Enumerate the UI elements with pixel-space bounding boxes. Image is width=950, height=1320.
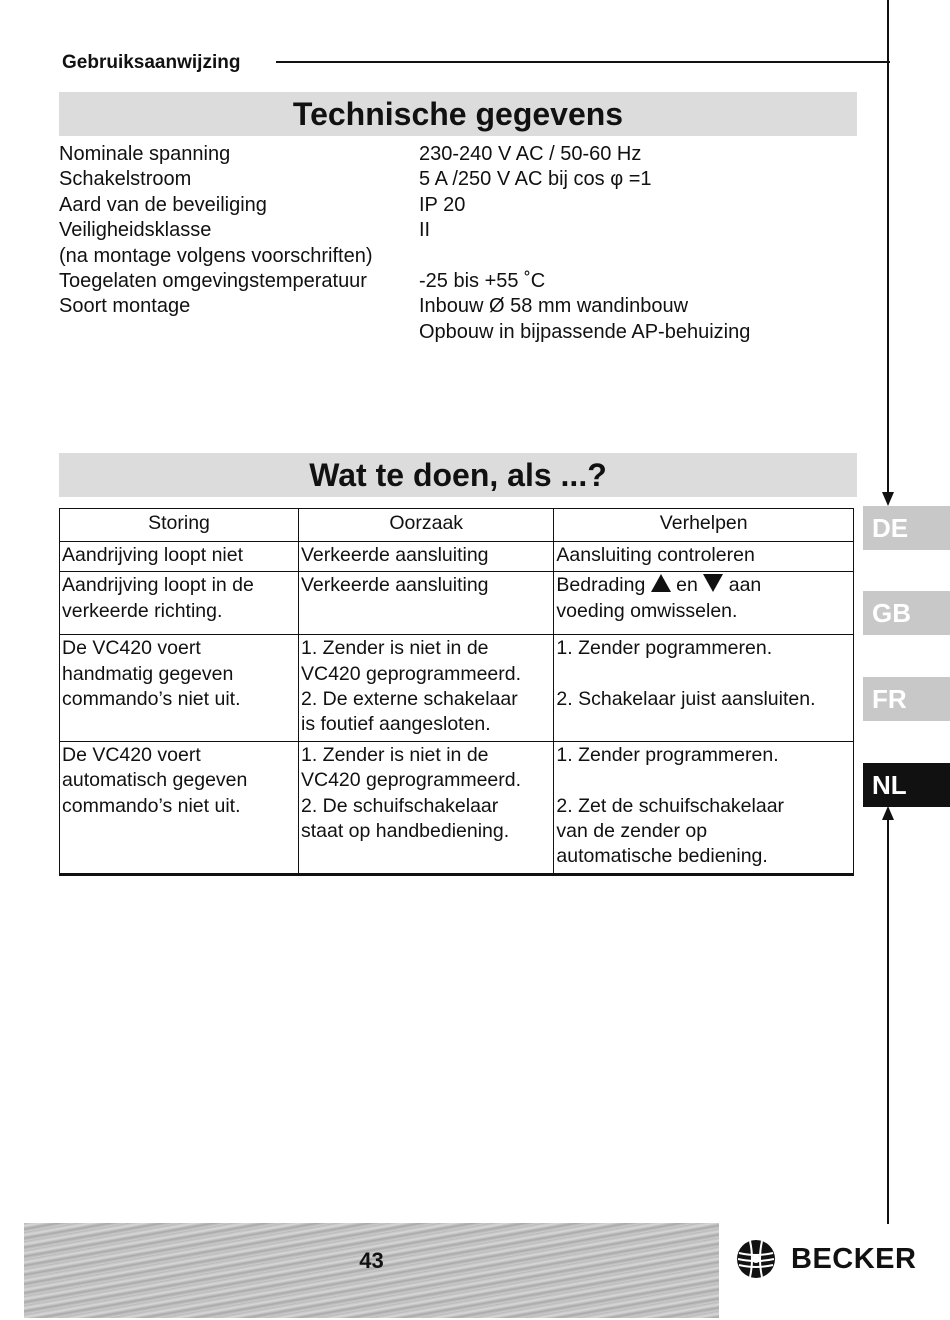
cell-line: 1. Zender pogrammeren. — [556, 637, 773, 660]
spec-row — [59, 294, 750, 319]
cell-line: Aandrijving loopt niet — [62, 544, 244, 566]
spec-row — [59, 269, 750, 294]
cell-line: 2. De schuifschakelaar — [300, 794, 499, 817]
column-header-storing: Storing — [60, 509, 299, 542]
cell-storing — [60, 542, 299, 572]
table-row — [60, 635, 854, 742]
spec-label: Toegelaten omgevingstemperatuur — [59, 269, 367, 292]
table-row — [60, 542, 854, 572]
spec-row — [59, 244, 750, 269]
spec-label: (na montage volgens voorschriften) — [59, 244, 373, 267]
spec-value: -25 bis +55 ˚C — [419, 269, 546, 292]
becker-logo-icon — [735, 1238, 777, 1280]
cell-line: 1. Zender programmeren. — [556, 743, 779, 766]
cell-line — [556, 573, 851, 598]
table-row — [60, 741, 854, 874]
spec-value: Opbouw in bijpassende AP-behuizing — [419, 320, 751, 343]
cell-verhelpen — [554, 741, 854, 874]
cell-line: Verkeerde aansluiting — [300, 544, 489, 566]
cell-line: Verkeerde aansluiting — [300, 574, 489, 597]
spec-row — [59, 218, 750, 243]
brand-name: BECKER — [791, 1242, 917, 1275]
cell-line: handmatig gegeven — [62, 662, 234, 685]
spec-label: Schakelstroom — [59, 168, 192, 191]
spec-value: 230-240 V AC / 50-60 Hz — [419, 143, 642, 165]
cell-text: en — [676, 574, 698, 597]
cell-text: Bedrading — [556, 574, 646, 597]
header-label: Gebruiksaanwijzing — [62, 52, 241, 73]
spec-label: Aard van de beveiliging — [59, 193, 267, 216]
troubleshoot-table — [59, 508, 854, 876]
technical-title: Technische gegevens — [59, 92, 857, 136]
cell-line: is foutief aangesloten. — [300, 713, 491, 736]
cell-storing — [60, 572, 299, 635]
cell-oorzaak — [298, 542, 553, 572]
cell-verhelpen — [554, 572, 854, 635]
arrow-down-icon — [882, 492, 894, 506]
spec-value: Inbouw Ø 58 mm wandinbouw — [419, 295, 689, 318]
column-header-verhelpen: Verhelpen — [554, 509, 854, 542]
cell-line: De VC420 voert — [62, 637, 201, 660]
spec-value: II — [419, 219, 431, 242]
cell-oorzaak — [298, 635, 553, 742]
spec-label: Nominale spanning — [59, 143, 231, 165]
spec-label: Soort montage — [59, 295, 191, 318]
spec-label — [59, 320, 419, 345]
language-tab-nl[interactable]: NL — [863, 763, 950, 807]
cell-line: van de zender op — [556, 820, 708, 843]
language-tab-de[interactable]: DE — [863, 506, 950, 550]
cell-line: De VC420 voert — [62, 743, 201, 766]
cell-oorzaak — [298, 572, 553, 635]
cell-line: 2. De externe schakelaar — [300, 688, 518, 711]
spec-row — [59, 320, 750, 345]
troubleshoot-title: Wat te doen, als ...? — [59, 453, 857, 497]
triangle-up-icon — [651, 574, 671, 592]
technical-spec-list — [59, 142, 750, 345]
side-vertical-line — [887, 0, 889, 495]
spec-value: 5 A /250 V AC bij cos φ =1 — [419, 168, 652, 191]
spec-row — [59, 142, 750, 167]
spec-value: IP 20 — [419, 193, 466, 216]
side-vertical-line-lower — [887, 818, 889, 1224]
cell-line: automatische bediening. — [556, 845, 768, 868]
cell-line: 1. Zender is niet in de — [300, 743, 489, 766]
cell-line: 2. Schakelaar juist aansluiten. — [556, 688, 816, 711]
cell-line: VC420 geprogrammeerd. — [300, 769, 522, 792]
brand-logo — [735, 1238, 916, 1280]
cell-storing — [60, 635, 299, 742]
cell-line: staat op handbediening. — [300, 820, 510, 843]
cell-line: Aansluiting controleren — [556, 544, 755, 566]
cell-line: 2. Zet de schuifschakelaar — [556, 794, 785, 817]
cell-line: commando’s niet uit. — [62, 794, 241, 817]
page-number: 43 — [359, 1248, 384, 1273]
spec-row — [59, 167, 750, 192]
cell-line: commando’s niet uit. — [62, 688, 241, 711]
footer-band — [24, 1223, 719, 1318]
table-row — [60, 572, 854, 635]
cell-line — [556, 768, 851, 793]
spec-label: Veiligheidsklasse — [59, 219, 212, 242]
language-tab-gb[interactable]: GB — [863, 591, 950, 635]
cell-line: 1. Zender is niet in de — [300, 637, 489, 660]
cell-line: voeding omwisselen. — [556, 599, 738, 622]
cell-line: automatisch gegeven — [62, 769, 248, 792]
cell-line — [556, 662, 851, 687]
spec-row — [59, 193, 750, 218]
cell-text: aan — [728, 574, 762, 597]
cell-storing — [60, 741, 299, 874]
cell-line: Aandrijving loopt in de — [62, 574, 254, 597]
cell-oorzaak — [298, 741, 553, 874]
cell-line: VC420 geprogrammeerd. — [300, 662, 522, 685]
cell-line: verkeerde richting. — [62, 599, 223, 622]
language-tab-fr[interactable]: FR — [863, 677, 950, 721]
table-header-row — [60, 509, 854, 542]
cell-verhelpen — [554, 542, 854, 572]
cell-verhelpen — [554, 635, 854, 742]
column-header-oorzaak: Oorzaak — [298, 509, 553, 542]
header-rule — [276, 61, 890, 63]
triangle-down-icon — [703, 574, 723, 592]
